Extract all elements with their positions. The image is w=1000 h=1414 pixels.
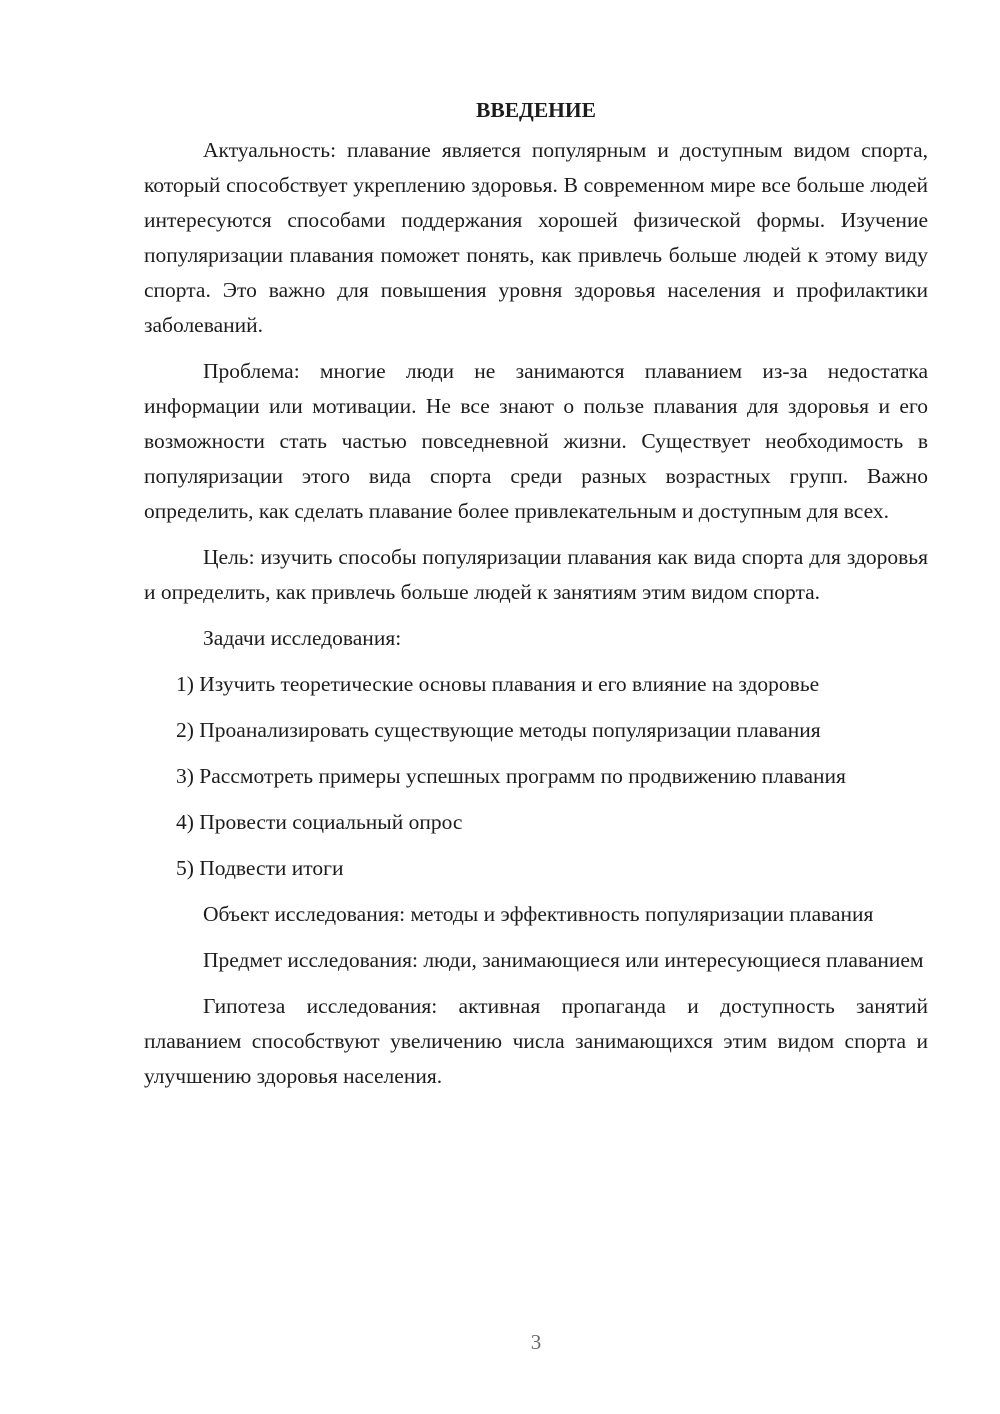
goal-paragraph: Цель: изучить способы популяризации плавания как вида спорта для здоровья и определить, как привлечь больше людей к занятиям этим видом спорта.: [144, 545, 928, 604]
task-item-1: 1) Изучить теоретические основы плавания и его влияние на здоровье: [176, 672, 820, 696]
hypothesis-paragraph: Гипотеза исследования: активная пропаганда и доступность занятий плаванием способствуют увеличению числа занимающихся этим видом спорта и улучшению здоровья населения.: [144, 994, 928, 1088]
relevance-paragraph: Актуальность: плавание является популярным и доступным видом спорта, который способствует укреплению здоровья. В современном мире все больше людей интересуются способами поддержания хорошей физической формы. Изучение популяризации плавания поможет понять, как привлечь больше людей к этому виду спорта. Это важно для повышения уровня здоровья населения и профилактики заболеваний.: [144, 138, 928, 337]
tasks-heading: Задачи исследования:: [203, 626, 402, 650]
page-title: ВВЕДЕНИЕ: [476, 98, 596, 122]
problem-paragraph: Проблема: многие люди не занимаются плаванием из-за недостатка информации или мотивации. Не все знают о пользе плавания для здоровья и его возможности стать частью повседневной жизни. Существует необходимость в популяризации этого вида спорта среди разных возрастных групп. Важно определить, как сделать плавание более привлекательным и доступным для всех.: [144, 359, 928, 523]
subject-paragraph: Предмет исследования: люди, занимающиеся или интересующиеся плаванием: [203, 948, 924, 972]
task-item-4: 4) Провести социальный опрос: [176, 810, 463, 834]
page-number: 3: [530, 1330, 542, 1354]
task-item-2: 2) Проанализировать существующие методы популяризации плавания: [176, 718, 821, 742]
object-paragraph: Объект исследования: методы и эффективность популяризации плавания: [203, 902, 874, 926]
task-item-5: 5) Подвести итоги: [176, 856, 344, 880]
document-page: [144, 93, 928, 1105]
task-item-3: 3) Рассмотреть примеры успешных программ по продвижению плавания: [176, 764, 846, 788]
